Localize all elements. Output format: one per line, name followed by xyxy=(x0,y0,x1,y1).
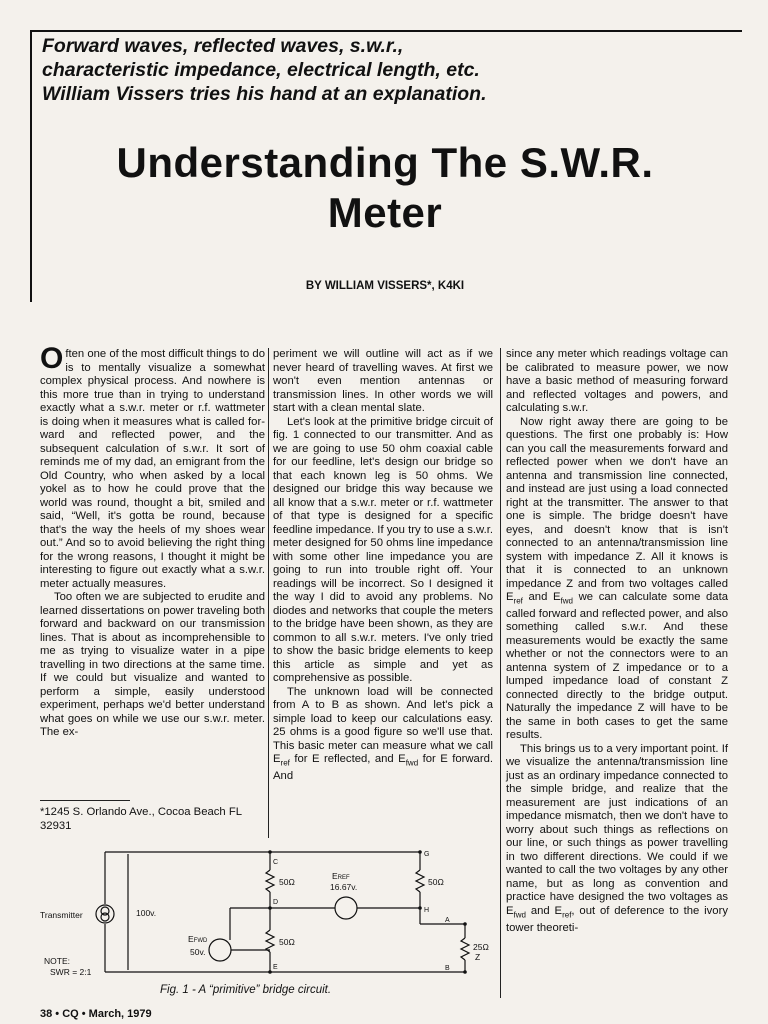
resistor-label: 50Ω xyxy=(279,877,295,887)
note-text: SWR = 2:1 xyxy=(50,967,92,977)
resistor-icon xyxy=(416,870,424,892)
load-z-label: Z xyxy=(475,952,481,962)
paragraph xyxy=(273,686,493,784)
subscript: fwd xyxy=(405,758,419,768)
article-title xyxy=(30,138,740,238)
node-label: H xyxy=(424,907,430,914)
efwd-value: 50v. xyxy=(190,947,206,957)
text-run: and E xyxy=(526,904,563,917)
node-dot xyxy=(418,850,422,854)
node-dot xyxy=(463,922,467,926)
load-label: 25Ω xyxy=(473,942,489,952)
text-run: Now right away there are going to be questions. The first one probably is: How can you call the measurements forward and reflected power when we don't have an antenna and transmission line connected, and instead are just using a load connected right at the transmitter. The answer to that one is simple. The bridge doesn't have eyes, and doesn't know that is isn't connected to an antenna/transmission line system with impedance Z. All it knows is that it is connected to an unknown impedance Z and from two voltages called E xyxy=(506,415,728,603)
resistor-icon xyxy=(266,930,274,952)
eref-label: EREF xyxy=(332,871,350,881)
text-run: , out of deference to the ivory tower theoreti- xyxy=(506,904,728,934)
subscript: fwd xyxy=(560,596,573,606)
eref-value: 16.67v. xyxy=(330,882,358,892)
node-dot xyxy=(268,970,272,974)
transmitter-coil-icon xyxy=(101,913,109,921)
load-resistor-icon xyxy=(461,938,469,960)
text-run: for E reflected, and E xyxy=(289,753,406,765)
paragraph xyxy=(506,743,728,935)
deck-line: Forward waves, reflected waves, s.w.r., xyxy=(42,35,404,57)
node-label: C xyxy=(273,859,279,866)
node-label: G xyxy=(424,851,430,858)
paragraph xyxy=(40,342,265,591)
title-line: Understanding The S.W.R. xyxy=(116,139,654,186)
footnote-rule xyxy=(40,800,130,801)
node-dot xyxy=(463,970,467,974)
column-1 xyxy=(40,342,265,740)
paragraph: periment we will outline will act as if we never heard of travelling waves. At first we won't even mention antennas or transmission lines. In other words we will start with a clean mental slate. xyxy=(273,348,493,414)
node-label: B xyxy=(445,965,450,972)
paragraph-text: ften one of the most difficult things to do is to mentally visualize a somewhat complex physical process. And nowhere is this more true than in trying to understand exactly what a s.w.r. meter or r.f. wattmeter is doing when it measures what is called forward and reflected power, and the subsequent calculation of s.w.r. It sort of reminds me of my dad, an emigrant from the Old Country, who when asked by a local yokel as to how he could prove that the world was round, thought a bit, smiled and said, “Well, it's gotta be round, because that's the way the heels of my shoes wear out.” And so to avoid believing the right thing for the wrong reasons, I thought it might be interesting to figure out exactly what a s.w.r. meter actually measures. xyxy=(40,348,265,590)
paragraph xyxy=(506,416,728,743)
subscript: ref xyxy=(280,758,290,768)
bridge-circuit-diagram xyxy=(40,842,500,1002)
figure-caption: Fig. 1 - A “primitive” bridge circuit. xyxy=(160,984,332,996)
column-divider xyxy=(500,348,501,998)
text-run: This brings us to a very important point. If we visualize the antenna/transmission line just as an ordinary impedance connected to the simple bridge, and realize that the measurement are just indications of an impedance mismatch, then we don't have to worry about such things as reflections on our line, or such things as power travelling in two different directions. We could if we wanted to call the two voltages by any other name, but as long as convention and practice have designed the two voltages as E xyxy=(506,742,728,917)
transmitter-label: Transmitter xyxy=(40,910,83,920)
article-deck xyxy=(42,34,732,106)
node-label: E xyxy=(273,964,278,971)
subscript: ref xyxy=(513,596,523,606)
resistor-label: 50Ω xyxy=(428,877,444,887)
subscript: ref xyxy=(562,910,572,919)
eref-meter-icon xyxy=(335,897,357,919)
page-footer: 38 • CQ • March, 1979 xyxy=(40,1008,152,1020)
text-run: and E xyxy=(522,591,561,603)
node-dot xyxy=(268,906,272,910)
node-dot xyxy=(268,850,272,854)
efwd-meter-icon xyxy=(209,939,231,961)
drop-cap: O xyxy=(40,342,64,375)
subscript: fwd xyxy=(513,910,526,919)
resistor-icon xyxy=(266,870,274,892)
text-run: we can calculate some data called forward and reflected power, and also something called s.w.r. And these measurements would be exactly the same whether or not the connectors were to an antenna system of Z impedance or to a lumped impedance load of constant Z connected directly to the bridge output. Naturally the impedance Z will have to be the same in both cases to get the same results. xyxy=(506,591,729,742)
node-label: D xyxy=(273,899,279,906)
column-2 xyxy=(273,348,493,783)
title-line: Meter xyxy=(327,189,443,236)
efwd-label: EFWD xyxy=(188,934,208,944)
paragraph: Let's look at the primitive bridge circuit of fig. 1 connected to our transmitter. And as we are going to use 50 ohm coaxial cable for our feedline, let's design our bridge so that each known leg is 50 ohms. We designed our bridge this way because we all know that a s.w.r. meter or r.f. wattmeter of that type is designed for a specific feedline impedance. If you try to use a s.w.r. meter designed for 50 ohms line impedance with some other line impedance you are going to run into trouble right off. Your readings will be incorrect. So I designed it the way I did to avoid any problems. No diodes and networks that couple the meters to the bridge have been shown, as they are common to all s.w.r. meters. I've only tried to show the basic bridge elements to keep this article as simple and yet as comprehensive as possible. xyxy=(273,415,493,684)
column-3 xyxy=(506,348,728,935)
column-divider xyxy=(268,348,269,838)
text-run: The unknown load will be connected from A to B as shown. And let's pick a simple load to keep our calculations easy. 25 ohms is a good figure so we'll use that. This basic meter can measure what we call E xyxy=(273,685,493,765)
text-run: for E forward. And xyxy=(273,753,493,782)
deck-line: characteristic impedance, electrical length, etc. xyxy=(42,59,480,81)
paragraph: since any meter which readings voltage can be calibrated to measure power, we now have a basic method of measuring forward and reflected voltages and powers, and calculating s.w.r. xyxy=(506,348,728,414)
note-label: NOTE: xyxy=(44,956,70,966)
byline: BY WILLIAM VISSERS*, K4KI xyxy=(305,280,465,292)
node-dot xyxy=(418,906,422,910)
voltage-label: 100v. xyxy=(136,908,157,918)
resistor-label: 50Ω xyxy=(279,937,295,947)
node-label: A xyxy=(445,917,450,924)
deck-line: William Vissers tries his hand at an explanation. xyxy=(42,83,487,105)
footnote: *1245 S. Orlando Ave., Cocoa Beach FL 32931 xyxy=(40,806,242,832)
transmitter-source-icon xyxy=(96,905,114,923)
paragraph: Too often we are subjected to erudite and learned dissertations on power traveling both forward and backward on our transmission lines. That is about as incomprehensible to me as trying to visualize water in a pipe travelling in two directions at the same time. If we could but visualize and wanted to perform a simple, easily understood experiment, perhaps we'd better understand what goes on while we use our s.w.r. meter. The ex- xyxy=(40,591,265,738)
